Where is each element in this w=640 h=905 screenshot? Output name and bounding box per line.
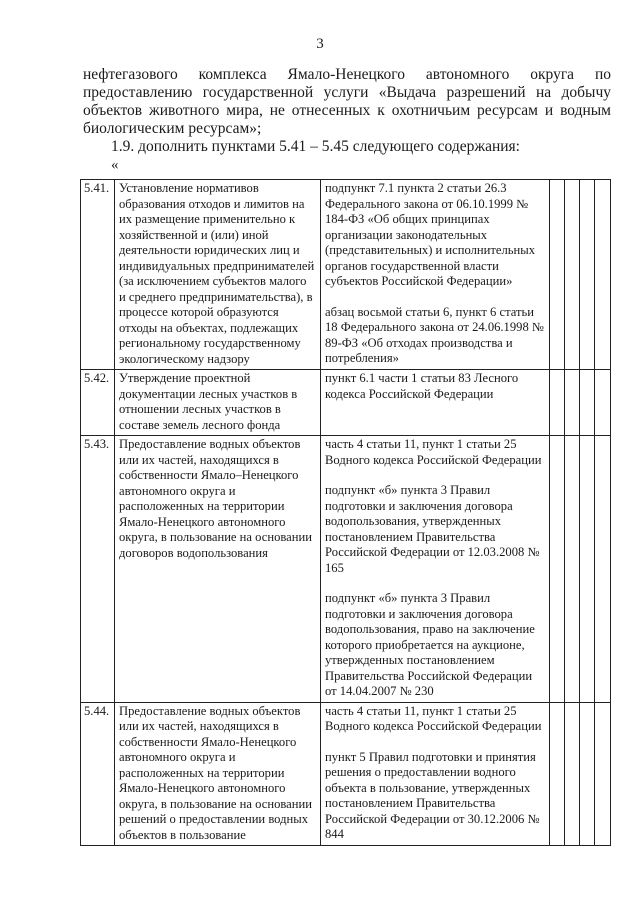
empty-cell [565,436,580,703]
empty-cell [550,702,565,846]
row-number: 5.41. [81,180,115,370]
empty-cell [550,436,565,703]
legal-citation: абзац восьмой статьи 6, пункт 6 статьи 18 Федерального закона от 24.06.1998 № 89-ФЗ «Об отходах производства и потребления» [325,304,544,365]
empty-cell [580,436,595,703]
intro-line-1: нефтегазового комплекса Ямало-Ненецкого автономного округа по [83,66,611,83]
intro-paragraph [83,66,611,156]
empty-cell [565,702,580,846]
service-name: Установление нормативов образования отходов и лимитов на их размещение применительно к хозяйственной и (или) иной деятельности юридических лиц и индивидуальных предпринимателей (за исключением субъектов малого и среднего предпринимательства), в процессе которой образуются отходы на объектах, подлежащих региональному государственному экологическому надзору [115,180,321,370]
amendment-clause: 1.9. дополнить пунктами 5.41 – 5.45 следующего содержания: [111,138,520,155]
empty-cell [550,370,565,436]
legal-basis [321,702,550,846]
legal-citation: часть 4 статьи 11, пункт 1 статьи 25 Водного кодекса Российской Федерации [325,437,542,467]
empty-cell [595,370,611,436]
legal-citation: подпункт 7.1 пункта 2 статьи 26.3 Федерального закона от 06.10.1999 № 184-ФЗ «Об общих принципах организации законодательных (представительных) и исполнительных органов государственной власти субъектов Российской Федерации» [325,181,536,288]
legal-basis [321,180,550,370]
intro-line-2: предоставлению государственной услуги «Выдача разрешений на добычу [83,84,611,101]
table-row [81,436,611,703]
empty-cell [595,180,611,370]
services-table [80,179,611,846]
intro-line-4: биологическим ресурсам»; [83,120,262,137]
table-row [81,702,611,846]
row-number: 5.42. [81,370,115,436]
table-row [81,180,611,370]
opening-quote-mark: « [111,157,119,173]
service-name: Предоставление водных объектов или их частей, находящихся в собственности Ямало–Ненецкого автономного округа и расположенных на территории Ямало-Ненецкого автономного округа, в пользование на основании договоров водопользования [115,436,321,703]
service-name: Предоставление водных объектов или их частей, находящихся в собственности Ямало-Ненецкого автономного округа и расположенных на территории Ямало-Ненецкого автономного округа, в пользование на основании решений о предоставлении водных объектов в пользование [115,702,321,846]
empty-cell [565,370,580,436]
table-row [81,370,611,436]
legal-citation: пункт 5 Правил подготовки и принятия решения о предоставлении водного объекта в пользование, утвержденных постановлением Правительства Российской Федерации от 30.12.2006 № 844 [325,749,540,841]
legal-basis [321,436,550,703]
row-number: 5.44. [81,702,115,846]
intro-line-3: объектов животного мира, не отнесенных к охотничьим ресурсам и водным [83,102,611,119]
legal-basis [321,370,550,436]
page-number: 3 [316,36,324,52]
legal-citation: часть 4 статьи 11, пункт 1 статьи 25 Водного кодекса Российской Федерации [325,703,542,733]
legal-citation: подпункт «б» пункта 3 Правил подготовки и заключения договора водопользования, право на заключение которого приобретается на аукционе, утвержденных постановлением Правительства Российской Федерации от 14.04.2007 № 230 [325,591,535,698]
empty-cell [550,180,565,370]
service-name: Утверждение проектной документации лесных участков в отношении лесных участков в составе земель лесного фонда [115,370,321,436]
legal-citation: подпункт «б» пункта 3 Правил подготовки и заключения договора водопользования, утвержденных постановлением Правительства Российской Федерации от 12.03.2008 № 165 [325,483,540,575]
empty-cell [580,180,595,370]
empty-cell [580,370,595,436]
empty-cell [580,702,595,846]
row-number: 5.43. [81,436,115,703]
empty-cell [595,436,611,703]
legal-citation: пункт 6.1 части 1 статьи 83 Лесного кодекса Российской Федерации [325,371,519,401]
empty-cell [565,180,580,370]
empty-cell [595,702,611,846]
